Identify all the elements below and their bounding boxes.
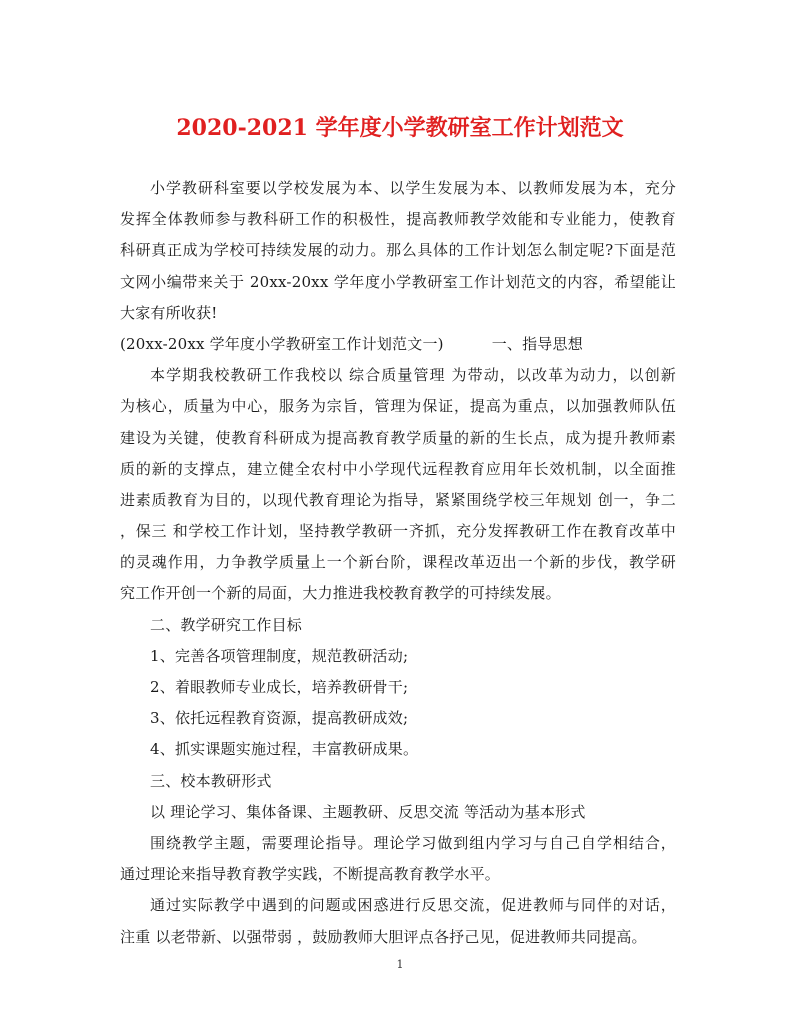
section-heading-goals: 二、教学研究工作目标 [150, 615, 303, 634]
goal-item: 3、依托远程教育资源，提高教研成效; [150, 709, 409, 728]
subtitle-row [120, 329, 676, 360]
goal-item: 1、完善各项管理制度，规范教研活动; [150, 646, 409, 665]
intro-line: 大家有所收获! [120, 303, 218, 322]
document-title: 2020-2021 学年度小学教研室工作计划范文 [176, 115, 624, 141]
guide-line: 为核心，质量为中心，服务为宗旨，管理为保证，提高为重点，以加强教师队伍 [120, 397, 676, 416]
guide-line: 进素质教育为目的，以现代教育理论为指导，紧紧围绕学校三年规划 创一，争二 [120, 490, 676, 509]
document-body [120, 173, 676, 953]
form-description: 以 理论学习、集体备课、主题教研、反思交流 等活动为基本形式 [150, 802, 586, 821]
reflection-line: 注重 以老带新、以强带弱 ，鼓励教师大胆评点各抒己见，促进教师共同提高。 [120, 927, 647, 946]
intro-line: 小学教研科室要以学校发展为本、以学生发展为本、以教师发展为本，充分 [150, 179, 676, 197]
intro-line: 文网小编带来关于 20xx-20xx 学年度小学教研室工作计划范文的内容，希望能让 [120, 272, 676, 291]
guide-line: 的灵魂作用，力争教学质量上一个新台阶，课程改革迈出一个新的步伐，教学研 [120, 553, 676, 572]
theory-line: 围绕教学主题，需要理论指导。理论学习做到组内学习与自己自学相结合， [150, 833, 676, 852]
theory-line: 通过理论来指导教育教学实践，不断提高教育教学水平。 [120, 865, 501, 884]
guide-line: 建设为关键，使教育科研成为提高教育教学质量的新的生长点，成为提升教师素 [120, 428, 676, 447]
page-number: 1 [396, 958, 404, 971]
goal-item: 2、着眼教师专业成长，培养教研骨干; [150, 678, 409, 696]
guide-line: 质的新的支撑点，建立健全农村中小学现代远程教育应用年长效机制，以全面推 [120, 459, 676, 478]
section-heading-forms: 三、校本教研形式 [150, 771, 272, 790]
section-heading-guide: 一、指导思想 [491, 334, 583, 353]
intro-line: 科研真正成为学校可持续发展的动力。那么具体的工作计划怎么制定呢?下面是范 [120, 241, 676, 260]
guide-line: 本学期我校教研工作我校以 综合质量管理 为带动，以改革为动力，以创新 [150, 366, 676, 385]
article-subtitle: (20xx-20xx 学年度小学教研室工作计划范文一) [120, 334, 444, 353]
reflection-line: 通过实际教学中遇到的问题或困惑进行反思交流，促进教师与同伴的对话， [150, 896, 676, 915]
guide-line: 究工作开创一个新的局面，大力推进我校教育教学的可持续发展。 [120, 584, 561, 603]
goal-item: 4、抓实课题实施过程，丰富教研成果。 [150, 740, 419, 759]
intro-line: 发挥全体教师参与教科研工作的积极性，提高教师教学效能和专业能力，使教育 [120, 210, 676, 229]
guide-line: ，保三 和学校工作计划，坚持教学教研一齐抓，充分发挥教研工作在教育改革中 [120, 522, 676, 541]
